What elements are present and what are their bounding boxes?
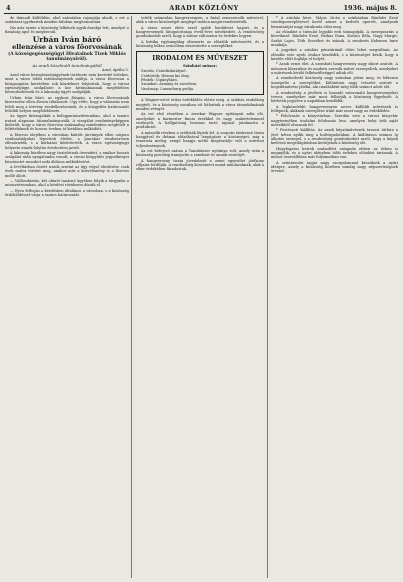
article-paragraph: A főorvos idejében a városban kiütött járványok ellen szigoru rendszabályokat léptettek életbe, a piacokat rendszeresen ellenőrizték, s a kórházat kibővitették. A város egészségügyi helyzete ennek folytán érezhetően javult. <box>5 132 129 150</box>
article-paragraph: Urbán Iván báró, az egykori főispán, a város főorvosának kinevezése ellen élesen tiltakozott. Úgy vélte, hogy a választás nem felelt meg a törvény rendelkezéseinek, és a közgyülés határozatát felsőbb helyen megfelebbezte. <box>5 95 129 113</box>
article-paragraph: A levéltárban őrzött iratok szerint az ügy végső elintézése csak évek mulva történt meg, amikor már a közvélemény is a főorvos mellé állott. <box>5 164 129 178</box>
program-line: Csütörtök: Három kis lány. <box>141 73 190 78</box>
article-title-line2: ellenzése a város főorvosának <box>12 43 122 52</box>
article-paragraph: A hangverseny tiszta jövedelmét a zenei egyesület jótékony céljaira fordítják. A rendezőség köszönetet mond mindazoknak, akik a siker érdekében fáradoztak. <box>136 158 264 172</box>
program-line: Szombat: Ármány és szerelem. <box>141 82 198 87</box>
article-paragraph: Az est befejező száma a Tannhäuser nyitánya volt, amely után a közönség percekig ünnepelte a zenekart és annak vezetőjét. <box>136 149 264 158</box>
page-number: 4 <box>6 4 11 12</box>
program-label: Színházi műsor: <box>182 62 218 68</box>
article-paragraph: A város zenei élete ezzel ujabb lendületet kapott, és a hangversenyek látogatottsága évről-évre növekedett. A rendezőség gondoskodott arról, hogy a műsor változatos és érdekes legyen. <box>136 25 264 39</box>
article-paragraph: * Festészeti kiállítás. Az aradi képzőművészek tavaszi tárlata a jövő héten nyílik meg a kultúrpalotában. A kiállitáson számos új alkotás szerepel, s a rendezőség gondoskodott arról, hogy a képek kedvező megvilágításban kerüljenek a közönség elé. <box>271 128 398 146</box>
column-2 <box>136 16 264 578</box>
article-paragraph: * Aradi zenei élet. A szombati hangverseny nagy sikert aratott. A műsoron klasszikus és modern szerzők művei szerepeltek, amelyeket a művészek kiváló felkészültséggel adtak elő. <box>271 62 398 76</box>
article-byline: Az aradi közelmúlt tanulmányából <box>32 62 102 68</box>
article-paragraph: A lakosság körében nagy tiszteletnek örvendett, s amikor hosszú szolgálat után nyugalomba vonult, a városi közgyülés jegyzőkönyvi köszönetet mondott neki áldásos működéséért. <box>5 150 129 164</box>
column-divider <box>267 16 268 578</box>
article-paragraph: Az est első részében a zenekar Wagner nyitányait adta elő, amelyeket a karmester finom érzékkel és nagy szakértelemmel vezényelt. A hallgatóság hosszan tartó tapssal jutalmazta a produkciót. <box>136 112 264 130</box>
column-divider <box>131 16 132 578</box>
section-title: IRODALOM ÉS MŰVÉSZET <box>152 55 248 63</box>
date-line: 1936. május 8. <box>343 4 397 12</box>
article-paragraph: Az ügyet kivizsgálták a belügyminisztériumban, ahol a tanács iratait alaposan áttanulmányozták. A vizsgálat eredményeképpen kiderült, hogy a város főorvosa szakmailag mindenben megfelelt a feltételeknek és hosszu éveken át kiválóan működött. <box>5 114 129 132</box>
article-paragraph: A rendezőség a jövőben is hasonló színvonalú hangversenyeket tervez, amelyekre már most felhivják a közönség figyelmét. A bérletek jegyzése a napokban kezdődik. <box>271 90 398 104</box>
article-paragraph: A jegyeket a színház pénztáránál előre lehet megváltani. Az előadás este nyolc órakor kezdődik, s a közönséget kérik, hogy a kezdés előtt foglalja el helyét. <box>271 48 398 62</box>
article-paragraph: Az előadást a társulat legjobb erői támogatják. A szereposztás a következő: Bánfalvi Ernő, Farkas Ilona, Kovács Béla, Nagy Margit, Szabó Lajos, Tóth Erzsébet és mások. A rendezés Kelemen Imre munkája. <box>271 30 398 48</box>
article-subtitle: (A községegészségügyi Hivatalnok Tizek Miklós tanulmányairól). <box>8 51 126 63</box>
program-line: Szerda: Csárdáskirálynő. <box>141 69 187 74</box>
column-3 <box>271 16 398 578</box>
intro-paragraph: Ma már szinte a közönség lelkének egyik darabja lett, amelyet a fiatalság ápol és megbecsül. <box>5 25 129 35</box>
page-header <box>4 4 399 13</box>
program-line: Vasárnap: Luxemburg grófja. <box>141 86 195 91</box>
header-rule <box>4 13 399 14</box>
column-1 <box>5 16 129 578</box>
article-title: Urbán Iván báró <box>32 35 102 45</box>
article-paragraph: Hegyfogatos kertek szabadtéri színpada ebben az évben is megnyílik, és a nyári idényben több érdekes előadást tartanak. A műsor összeállítása már folyamatban van. <box>271 146 398 160</box>
program-line: Péntek: Cigánybáró. <box>141 78 178 83</box>
article-paragraph: * A színház hírei. Május 26-án a színházban Bánfalvi Ernő vendégszereplésével kerül szinre a kedvelt operett, amelynek bemutatóját nagy várakozás előzi meg. <box>271 16 398 29</box>
article-paragraph: A második részben a szólisták léptek fel. A szoprán énekesnő tiszta hangjával és drámai előadásával lenyűgözte a közönséget, mig a tenorista meleg, zengő hangja méltó kiegészitője volt a művészi teljesitménynek. <box>136 130 264 148</box>
article-paragraph: — Vallásoktatás, két oktató tanárnő ügyében folyik a tárgyalás a minisztériumban, ahol a kérdést rövidesen döntik el. <box>5 179 129 188</box>
article-paragraph: A legközelebbi hangversenyen neves külföldi művészek is fellépnek, akiknek szereplése iránt már most nagy az érdeklődés. <box>271 104 398 113</box>
article-paragraph: * Felolvasás a könyvtárban. Szerdán este a városi könyvtár nagytermében irodalmi felolvasás lesz, amelyen helyi írók saját műveikből olvasnak fel. <box>271 114 398 127</box>
article-heading <box>5 36 129 72</box>
intro-paragraph: de itámadt külföldön, ahol számtalan rajongója akadt, s ezt a szinházat igyekeztek minden faluban meghonositani. <box>5 16 129 25</box>
masthead: ARADI KÖZLÖNY <box>169 4 239 12</box>
article-paragraph: A Wagner-estet óriási érdeklődés előzte meg. A színház zsufolásig megtelt, és a közönség soraiban ott láthattuk a város társadalmának minden rétegét. <box>136 98 264 111</box>
article-paragraph: A színtársulat tagjai nagy szorgalommal készülnek a nyári idényre, amely a közönség körében mindig nagy népszerűségnek örvend. <box>271 160 398 174</box>
article-paragraph: A zenekedvelő közönség nagy számban jelent meg, és lelkesen ünnepelte a szereplőket. Különösen nagy tetszést aratott a hegedűművész játéka, aki ráadásként még több számot adott elő. <box>271 76 398 90</box>
article-location: Arad, április 5. <box>101 67 129 72</box>
article-paragraph: A kritika egyhangúlag elismerte az előadók művészetét, és a közönség lelkes ovációban részesitette a szereplőket. <box>136 39 264 49</box>
article-paragraph: tették számtalan hangversenyen, a fiatal zeneszerzők műveivel, akik a város közönségét meglepő módon megörvendeztették. <box>136 16 264 25</box>
culture-box <box>136 51 264 95</box>
article-paragraph: — Ilyen felfogás a kérdésben általános a városban, s a közönség érdeklődéssel várja a tanács határozatát. <box>5 188 129 198</box>
article-paragraph: Arad város közegészségügyének története nem kevésbé érdekes, mint a város többi intézményeinek múltja. A város főorvosai a közigazgatás keretében sok küzdelmet folytattak, hogy a városi egészségügyi szolgálatot a kor kivánalmainak megfelelően berendezhessék és a lakosság ügyét szolgálják. <box>5 73 129 95</box>
